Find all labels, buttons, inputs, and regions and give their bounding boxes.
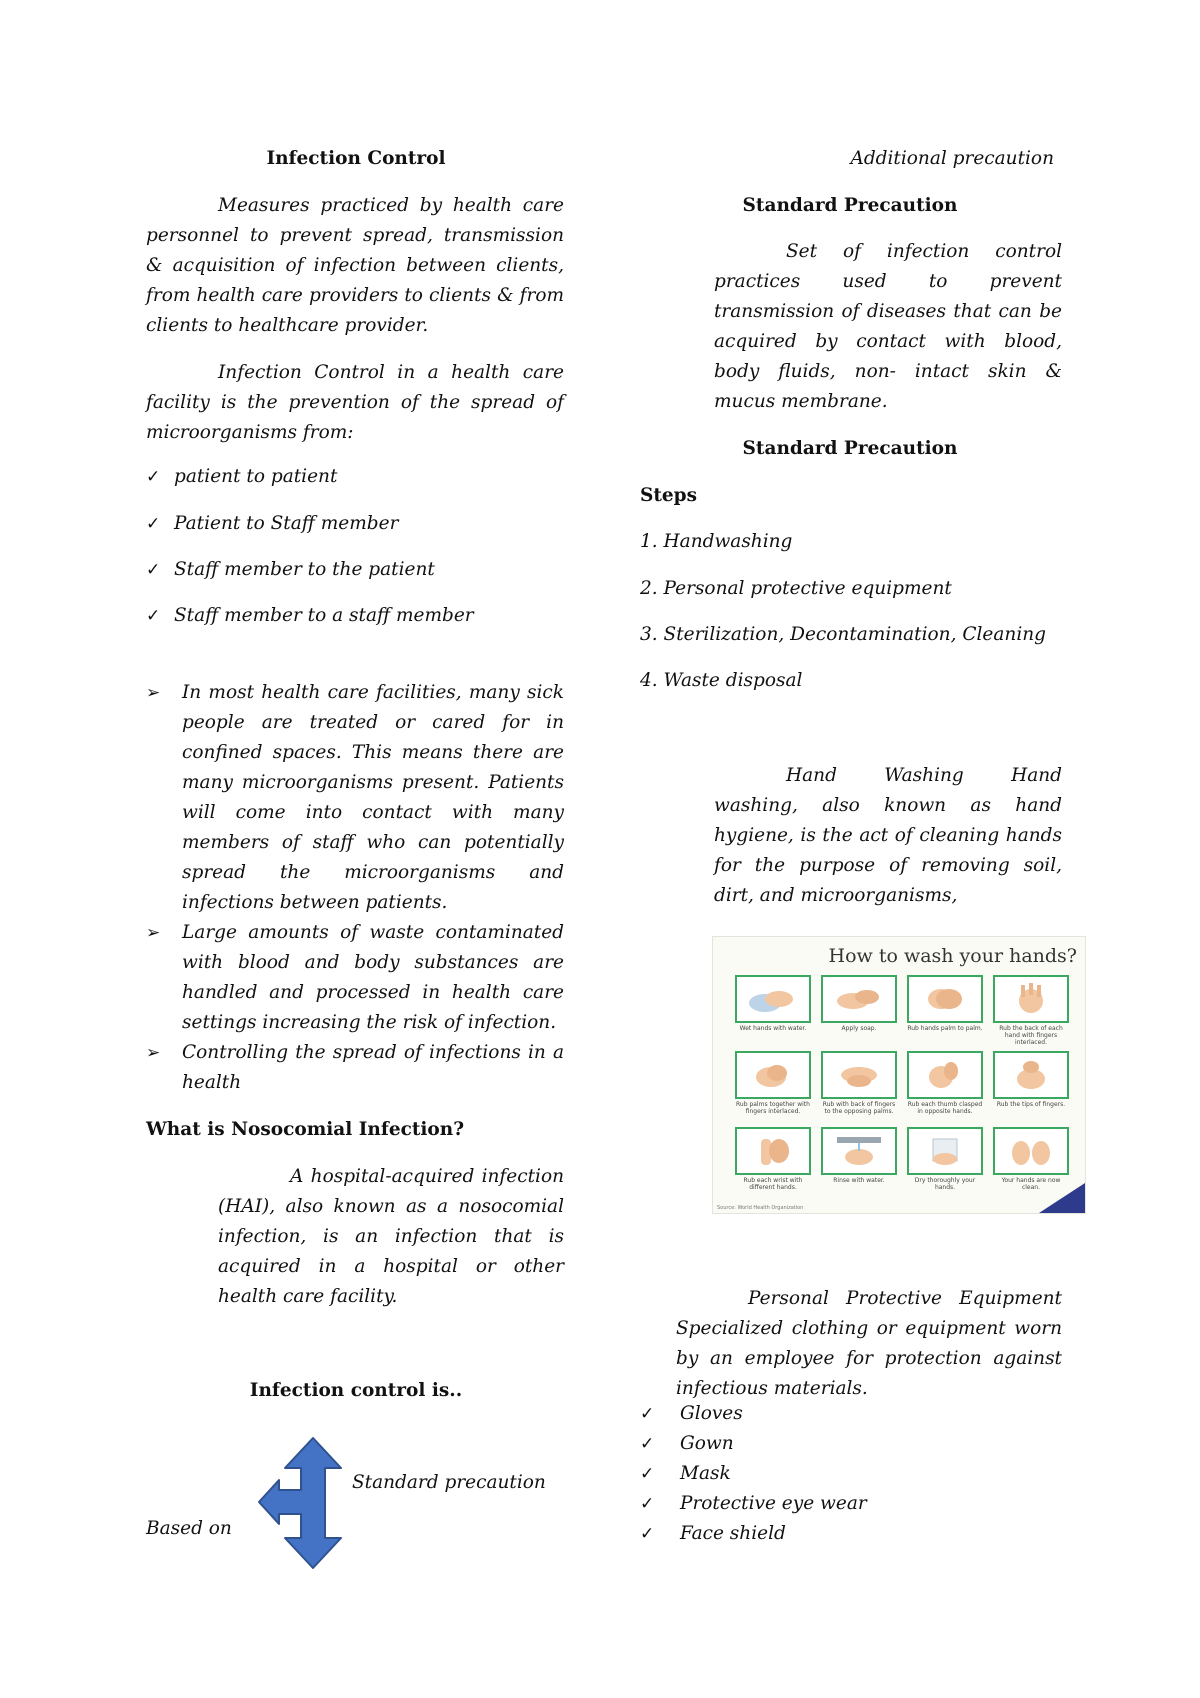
hand-step-icon — [907, 1051, 983, 1099]
step-item: 4. Waste disposal — [640, 670, 803, 691]
nosocomial-heading: What is Nosocomial Infection? — [146, 1119, 465, 1140]
arrow-list-item: ➢ Large amounts of waste contaminated with blood and body substances are handled and processed in health care settings increasing the risk of infection. — [146, 918, 564, 1038]
step-item: 1. Handwashing — [640, 531, 793, 552]
nosocomial-paragraph: A hospital-acquired infection (HAI), also known as a nosocomial infection, is an infection that is acquired in a hospital or other health care facility. — [218, 1166, 564, 1307]
check-icon: ✓ — [640, 1404, 655, 1424]
poster-title: How to wash your hands? — [828, 945, 1077, 967]
three-way-arrow-icon — [259, 1438, 341, 1568]
check-icon: ✓ — [640, 1524, 655, 1544]
arrow-list-item: ➢ In most health care facilities, many sick people are treated or cared for in confined spaces. This means there are many microorganisms present. Patients will come into contact with many members of staff who can potentially spread the microorganisms and infections between patients. — [146, 678, 564, 918]
ppe-list-item: ✓ Gloves — [640, 1399, 1060, 1429]
poster-corner-decoration — [1039, 1183, 1085, 1213]
check-list-item: ✓ Staff member to the patient — [146, 555, 564, 585]
ppe-paragraph: Personal Protective Equipment Specialized clothing or equipment worn by an employee for protection against infectious materials. — [676, 1288, 1062, 1399]
intro-paragraph: Measures practiced by health care personnel to prevent spread, transmission & acquisition of infection between clients, from health care providers to clients & from clients to healthcare provider. — [146, 195, 564, 336]
arrow-bullet-icon: ➢ — [146, 1043, 161, 1063]
hand-step-icon — [821, 975, 897, 1023]
poster-step: Rinse with water. — [821, 1127, 897, 1201]
diagram-label-standard: Standard precaution — [352, 1472, 546, 1493]
arrow-bullet-icon: ➢ — [146, 683, 161, 703]
poster-step: Rub the tips of fingers. — [993, 1051, 1069, 1125]
check-list-item: ✓ Patient to Staff member — [146, 509, 564, 539]
hand-step-icon — [735, 1051, 811, 1099]
standard-precaution-heading: Standard Precaution — [742, 195, 958, 216]
left-title: Infection Control — [266, 148, 446, 169]
poster-footer: Source: World Health Organization — [717, 1205, 804, 1211]
step-item: 3. Sterilization, Decontamination, Cleaning — [640, 624, 1046, 645]
hand-step-icon — [735, 1127, 811, 1175]
poster-step: Rub with back of fingers to the opposing palms. — [821, 1051, 897, 1125]
check-icon: ✓ — [146, 514, 161, 534]
ppe-list-item: ✓ Face shield — [640, 1519, 1060, 1549]
hand-step-icon — [821, 1051, 897, 1099]
poster-step: Dry thoroughly your hands. — [907, 1127, 983, 1201]
hand-step-icon — [735, 975, 811, 1023]
hand-step-icon — [993, 1051, 1069, 1099]
check-icon: ✓ — [640, 1494, 655, 1514]
hand-step-icon — [821, 1127, 897, 1175]
step-item: 2. Personal protective equipment — [640, 578, 952, 599]
hand-washing-paragraph: Hand Washing Hand washing, also known as hand hygiene, is the act of cleaning hands for the purpose of removing soil, dirt, and microorganisms, — [714, 765, 1062, 906]
poster-step: Rub each thumb clasped in opposite hands. — [907, 1051, 983, 1125]
prevention-paragraph: Infection Control in a health care facility is the prevention of the spread of microorganisms from: — [146, 362, 564, 443]
poster-step: Rub the back of each hand with fingers interlaced. — [993, 975, 1069, 1049]
hand-step-icon — [993, 1127, 1069, 1175]
arrow-bullet-icon: ➢ — [146, 923, 161, 943]
hand-step-icon — [907, 1127, 983, 1175]
ppe-list-item: ✓ Gown — [640, 1429, 1060, 1459]
check-list-item: ✓ Staff member to a staff member — [146, 601, 564, 631]
standard-precaution-heading-2: Standard Precaution — [742, 438, 958, 459]
check-icon: ✓ — [640, 1464, 655, 1484]
poster-steps-grid — [735, 975, 1071, 1201]
poster-step: Your hands are now clean. — [993, 1127, 1069, 1201]
ppe-list-item: ✓ Protective eye wear — [640, 1489, 1060, 1519]
check-icon: ✓ — [640, 1434, 655, 1454]
hand-step-icon — [907, 975, 983, 1023]
check-icon: ✓ — [146, 606, 161, 626]
ppe-list-item: ✓ Mask — [640, 1459, 1060, 1489]
handwash-poster — [712, 936, 1086, 1214]
arrow-diagram — [255, 1436, 345, 1570]
check-list-item: ✓ patient to patient — [146, 462, 564, 492]
poster-step: Rub palms together with fingers interlaced. — [735, 1051, 811, 1125]
arrow-list-item: ➢ Controlling the spread of infections in a health — [146, 1038, 564, 1098]
diagram-label-based-on: Based on — [146, 1518, 232, 1539]
infection-control-is-heading: Infection control is.. — [249, 1380, 463, 1401]
check-icon: ✓ — [146, 467, 161, 487]
standard-precaution-paragraph: Set of infection control practices used to prevent transmission of diseases that can be acquired by contact with blood, body fluids, non- intact skin & mucus membrane. — [714, 241, 1062, 412]
poster-step: Apply soap. — [821, 975, 897, 1049]
poster-step: Rub each wrist with different hands. — [735, 1127, 811, 1201]
check-icon: ✓ — [146, 560, 161, 580]
poster-step: Wet hands with water. — [735, 975, 811, 1049]
poster-step: Rub hands palm to palm. — [907, 975, 983, 1049]
hand-step-icon — [993, 975, 1069, 1023]
additional-precaution-label: Additional precaution — [850, 148, 1054, 169]
steps-heading: Steps — [640, 485, 698, 506]
